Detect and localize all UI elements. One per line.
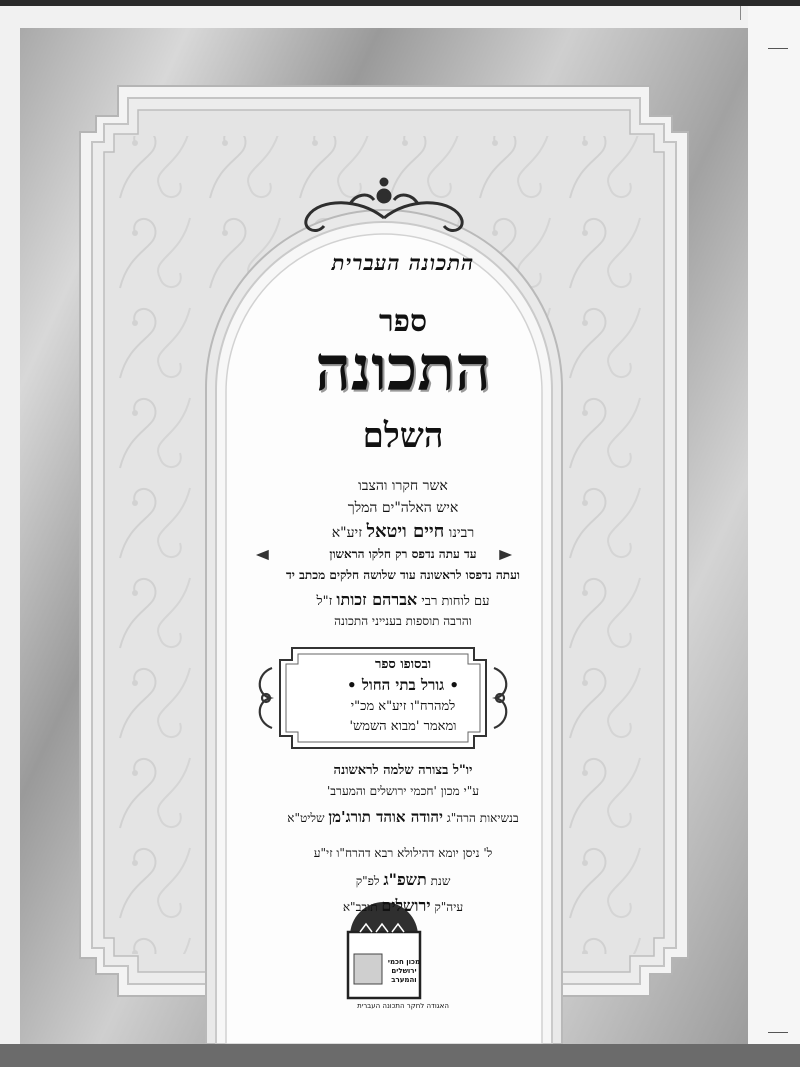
viewer-tick-bottom: [768, 1032, 788, 1033]
sefer-label: ספר: [378, 304, 428, 339]
logo-caption: האגודה לחקר התכונה העברית: [357, 1002, 449, 1010]
tables-prefix: עם לוחות רבי: [421, 594, 490, 609]
presidency-suffix: שליט"א: [287, 811, 325, 825]
date-line: ל' ניסן יומא דהילולא רבא דהרח"ו זי"ע: [313, 846, 493, 860]
city-name: ירושלים: [381, 896, 431, 915]
viewer-divider: [740, 6, 741, 20]
subtitle: השלם: [362, 416, 444, 456]
author-line-1: אשר חקרו והצבו: [358, 478, 448, 494]
tables-suffix: ז"ל: [316, 594, 333, 609]
box-line-3: למהרח"ו זיע"א מכ"י: [350, 699, 456, 714]
viewer-tick-top: [768, 48, 788, 49]
publish-line-1: יו"ל בצורה שלמה לראשונה: [333, 763, 473, 778]
book-cover: [20, 28, 748, 1044]
city-line: [225, 896, 581, 916]
presidency-prefix: בנשיאות הרה"ג: [446, 811, 519, 825]
presidency-name: יהודה אוהד תורג'מן: [328, 808, 443, 826]
viewer-bottom-bar: [0, 1044, 800, 1067]
year-suffix: לפ"ק: [355, 874, 380, 888]
publish-line-2: ע"י מכון 'חכמי ירושלים והמערב': [326, 784, 480, 798]
viewer-top-bar: [0, 0, 800, 6]
note-line-2: ועתה נדפסו לראשונה עוד שלושה חלקים מכתב יד: [286, 568, 520, 582]
author-prefix: רבינו: [448, 525, 475, 541]
main-title: התכונה: [315, 332, 491, 405]
series-title: התכונה העברית: [331, 250, 475, 275]
year-prefix: שנת: [430, 874, 451, 888]
tables-line: [225, 590, 581, 610]
presidency-line: [225, 808, 581, 827]
additions-line: והרבה תוספות בענייני התכונה: [334, 614, 472, 628]
city-prefix: עיה"ק: [434, 900, 464, 914]
box-line-1: ובסופו ספר: [374, 657, 432, 672]
viewer-right-margin: [748, 6, 800, 1067]
note-line-1: עד עתה נדפס רק חלקו הראשון: [329, 547, 477, 561]
box-line-2: • גורל בתי החול •: [347, 676, 459, 694]
author-suffix: זיע"א: [331, 525, 363, 541]
box-line-4: ומאמר 'מבוא השמש': [349, 719, 457, 734]
author-line-3: [225, 521, 581, 542]
author-line-2: איש האלה"ים המלך: [347, 500, 459, 516]
logo-text: מכון חכמי ירושלים והמערב: [387, 958, 421, 984]
year-value: תשפ"ג: [383, 870, 427, 889]
city-suffix: תובב"א: [342, 900, 378, 914]
tables-name: אברהם זכותו: [336, 590, 418, 609]
author-name: חיים ויטאל: [366, 521, 445, 542]
year-line: [225, 870, 581, 890]
